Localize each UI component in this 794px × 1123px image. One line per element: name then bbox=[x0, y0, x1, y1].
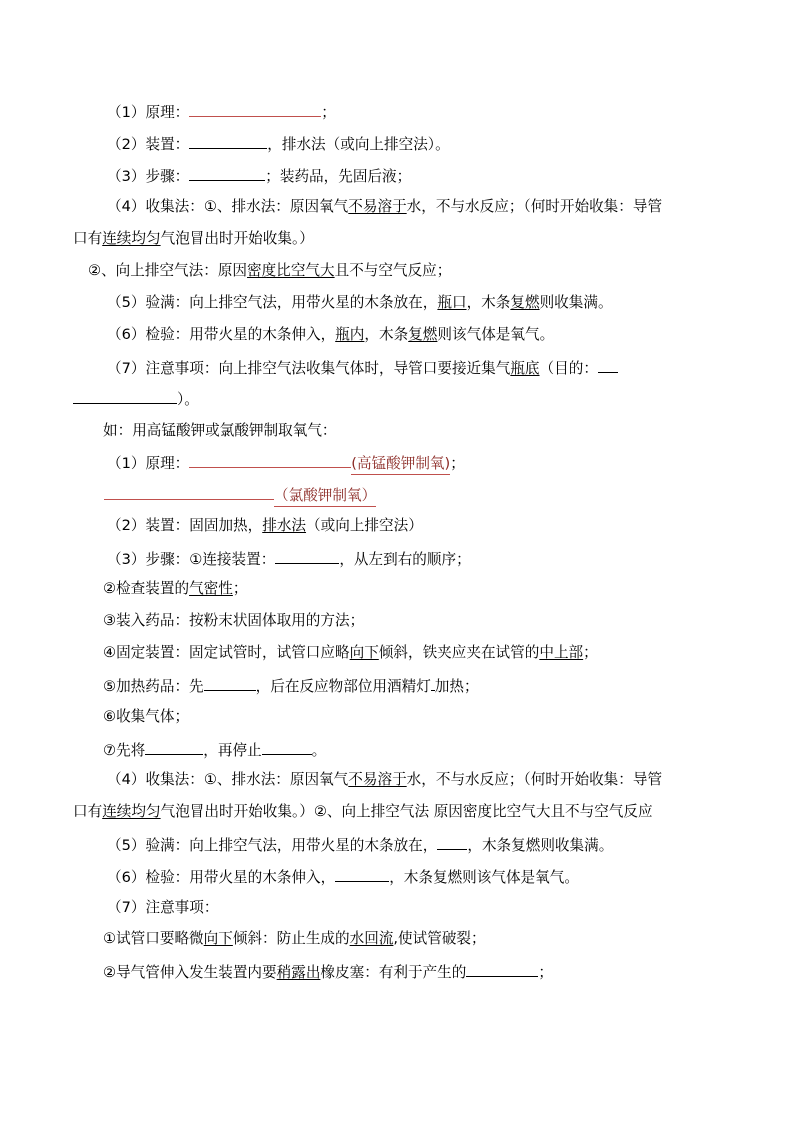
steps-line: （3）步骤： ；装药品，先固后液； bbox=[107, 165, 411, 187]
notes-heading-2: （7）注意事项： bbox=[107, 899, 219, 916]
test-line: （6）检验：用带火星的木条伸入，瓶内，木条复燃则该气体是氧气。 bbox=[107, 326, 555, 343]
answer-blank[interactable] bbox=[262, 739, 312, 755]
answer-blank[interactable] bbox=[104, 484, 274, 500]
collection-line-cont: 口有连续均匀气泡冒出时开始收集。） bbox=[73, 230, 314, 247]
answer-blank[interactable] bbox=[145, 739, 203, 755]
principle-line: （1）原理： ； bbox=[107, 101, 336, 123]
apparatus-line: （2）装置： ，排水法（或向上排空法）。 bbox=[107, 133, 450, 155]
answer-blank[interactable] bbox=[437, 834, 467, 850]
answer-blank[interactable] bbox=[466, 961, 538, 977]
principle-line-2-cont: （氯酸钾制氧） bbox=[104, 484, 376, 507]
step-3-line: ③装入药品：按粉末状固体取用的方法； bbox=[103, 612, 365, 629]
step-4-line: ④固定装置：固定试管时，试管口应略向下倾斜，铁夹应夹在试管的中上部； bbox=[103, 644, 598, 661]
full-check-line-2: （5）验满：向上排空气法，用带火星的木条放在， ，木条复燃则收集满。 bbox=[107, 834, 613, 856]
notes-line-cont: ）。 bbox=[73, 388, 199, 410]
principle-line-2: （1）原理： (高锰酸钾制氧)； bbox=[107, 452, 465, 475]
apparatus-line-2: （2）装置：固固加热，排水法（或向上排空法） bbox=[107, 517, 423, 534]
answer-blank[interactable] bbox=[335, 866, 389, 882]
notes-line: （7）注意事项：向上排空气法收集气体时，导管口要接近集气瓶底（目的： bbox=[107, 357, 618, 379]
answer-blank[interactable] bbox=[189, 101, 321, 117]
answer-blank[interactable] bbox=[275, 548, 339, 564]
upward-air-line: ②、向上排空气法：原因密度比空气大且不与空气反应； bbox=[88, 262, 452, 279]
step-2-line: ②检查装置的气密性； bbox=[103, 580, 248, 597]
note-2-line: ②导气管伸入发生装置内要稍露出橡皮塞：有利于产生的 ； bbox=[103, 961, 553, 983]
collection-line: （4）收集法：①、排水法：原因氧气不易溶于水，不与水反应；（何时开始收集：导管 bbox=[107, 198, 663, 215]
answer-blank[interactable] bbox=[204, 675, 256, 691]
test-line-2: （6）检验：用带火星的木条伸入， ，木条复燃则该气体是氧气。 bbox=[107, 866, 579, 888]
collection-line-2-cont: 口有连续均匀气泡冒出时开始收集。）②、向上排空气法 原因密度比空气大且不与空气反应 bbox=[73, 803, 653, 820]
answer-blank[interactable] bbox=[189, 165, 265, 181]
collection-line-2: （4）收集法：①、排水法：原因氧气不易溶于水，不与水反应；（何时开始收集：导管 bbox=[107, 771, 663, 788]
answer-blank[interactable] bbox=[73, 388, 177, 404]
steps-line-2: （3）步骤：①连接装置： ，从左到右的顺序； bbox=[107, 548, 471, 570]
step-6-line: ⑥收集气体； bbox=[103, 708, 190, 725]
example-intro: 如：用高锰酸钾或氯酸钾制取氧气： bbox=[103, 422, 337, 439]
note-1-line: ①试管口要略微向下倾斜：防止生成的水回流,使试管破裂； bbox=[103, 930, 486, 947]
answer-blank[interactable] bbox=[189, 452, 351, 468]
step-5-line: ⑤加热药品：先 ，后在反应物部位用酒精灯 加热； bbox=[103, 675, 479, 697]
answer-blank[interactable] bbox=[189, 133, 267, 149]
full-check-line: （5）验满：向上排空气法，用带火星的木条放在，瓶口，木条复燃则收集满。 bbox=[107, 294, 613, 311]
step-7-line: ⑦先将 ，再停止 。 bbox=[103, 739, 326, 761]
answer-blank[interactable] bbox=[598, 357, 618, 373]
